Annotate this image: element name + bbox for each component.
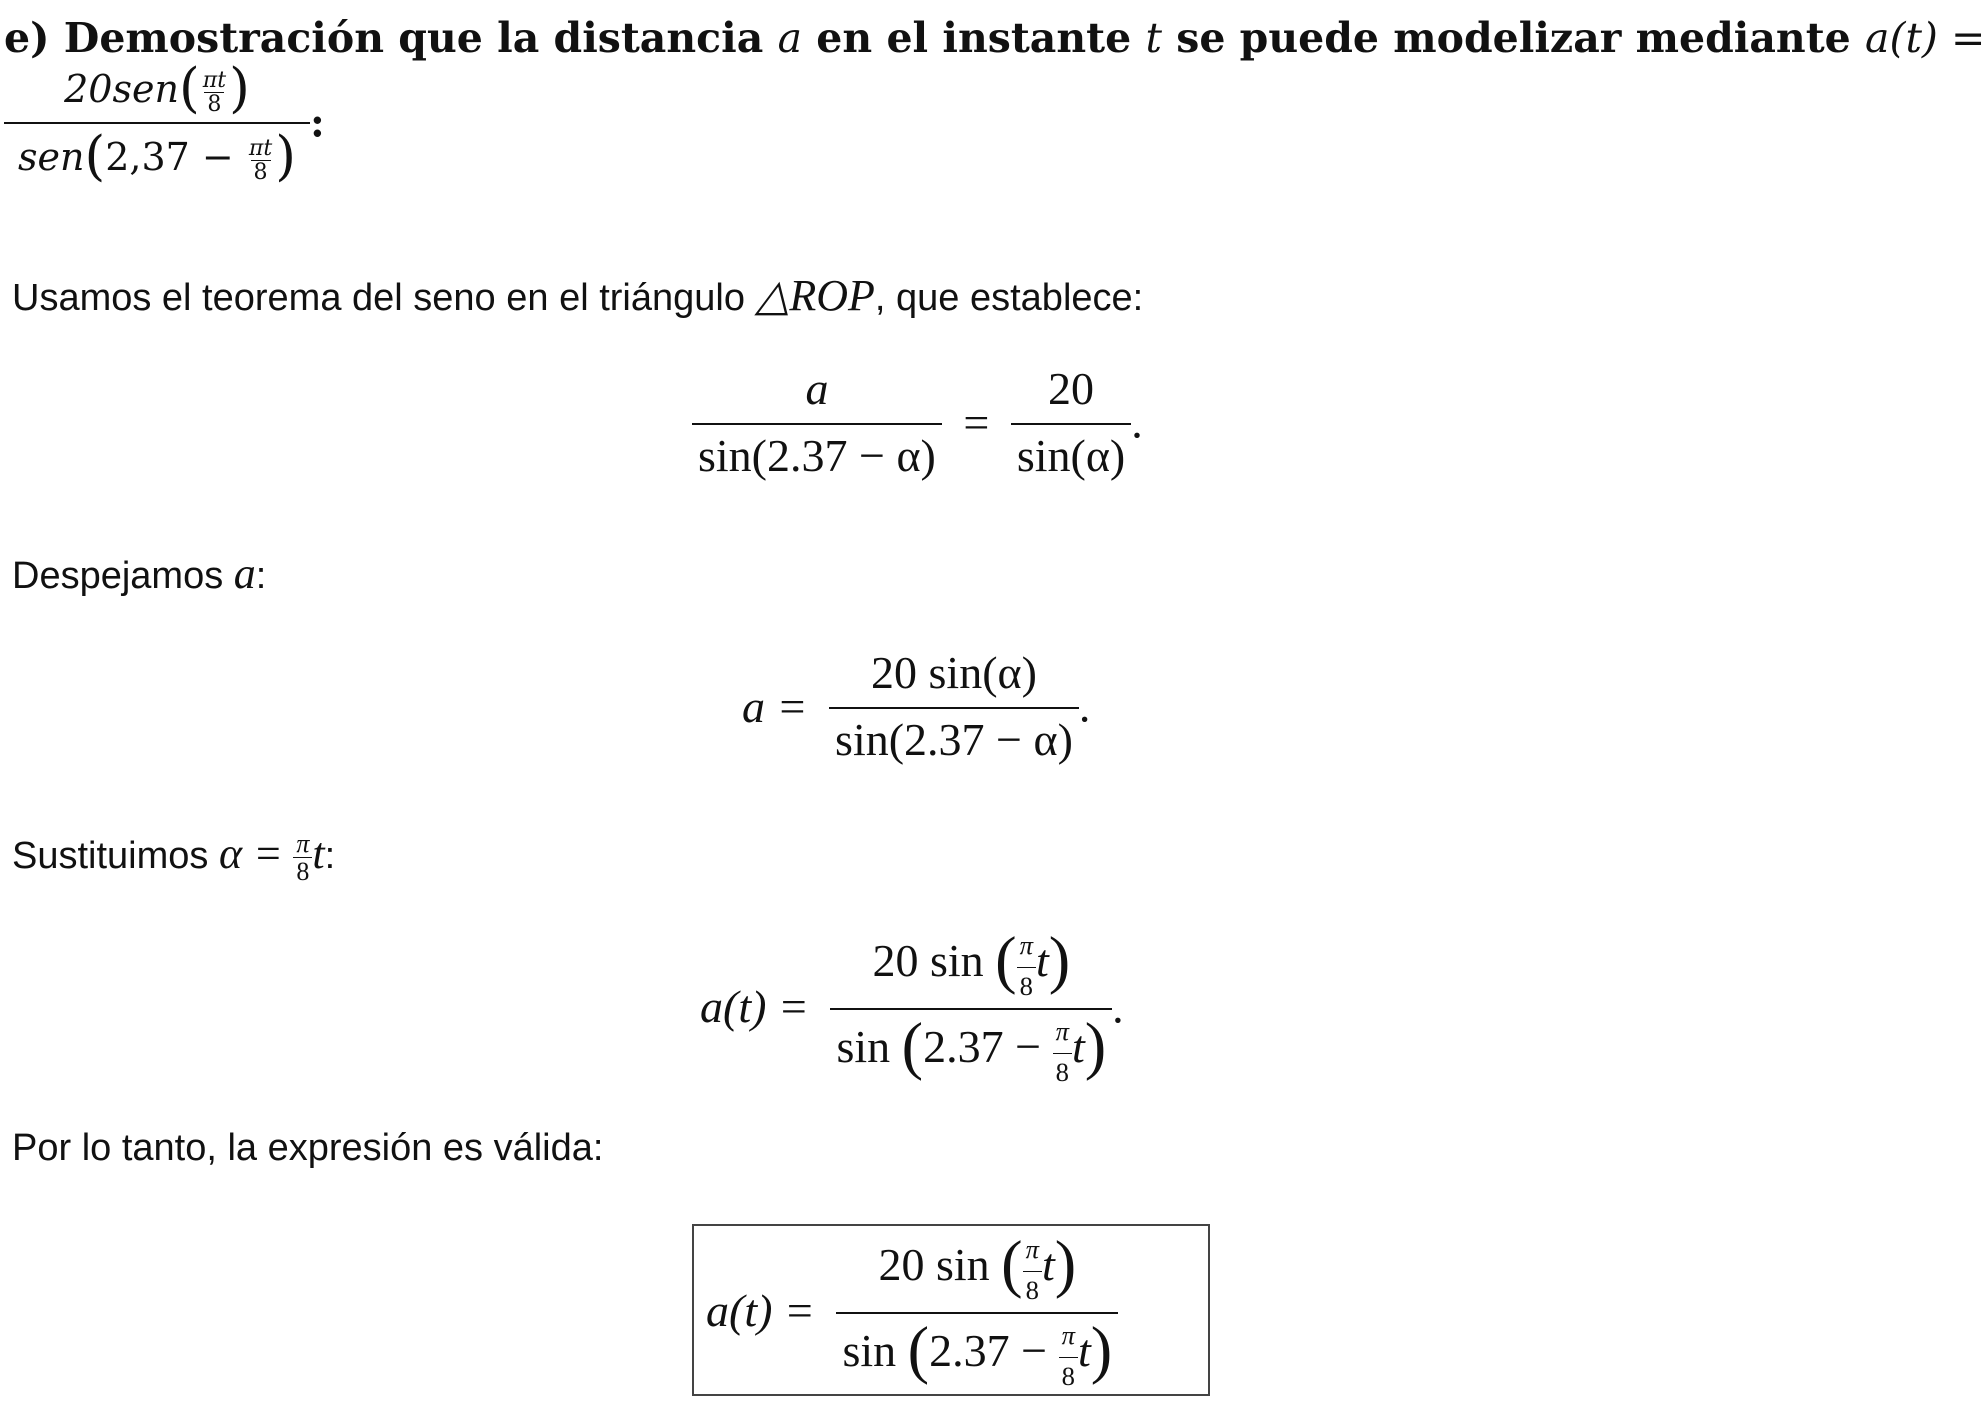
equation-a-solved: a = $\frac{20 \sin(\alpha)}{\sin(2.37 - \alpha)}$ .	[742, 647, 1091, 765]
equation-a-of-t: a(t) = 20 sin ( $\frac{\pi}{8}$ t) sin (2.37 − $\frac{\pi}{8}$ t) .	[700, 924, 1124, 1087]
equation-sine-law: $\frac{a}{\sin(2.37 - \alpha)}$ = $\frac{20}{\sin(\alpha)}$ .	[692, 362, 1143, 482]
step-conclusion: Por lo tanto, la expresión es válida:	[12, 1127, 604, 1169]
step-solve-a: Despejamos a:	[12, 549, 267, 598]
equation-final: a(t) = 20 sin ( $\frac{\pi}{8}$ t) sin (2.37 − $\frac{\pi}{8}$ t)	[706, 1232, 1118, 1390]
step-sine-theorem: Usamos el teorema del seno en el triángulo △ROP, que establece:	[12, 271, 1144, 320]
heading-fraction: 20sen( $\frac{\pi t}{8}$ ) sen(2,37 − $\frac{\pi t}{8}$ ) :	[4, 62, 325, 184]
step-substitute: Sustituimos α = $\frac{\pi}{8}$ t:	[12, 829, 336, 887]
exercise-heading: e) Demostración que la distancia a en el instante t se puede modelizar mediante a(t) =	[4, 14, 1985, 62]
